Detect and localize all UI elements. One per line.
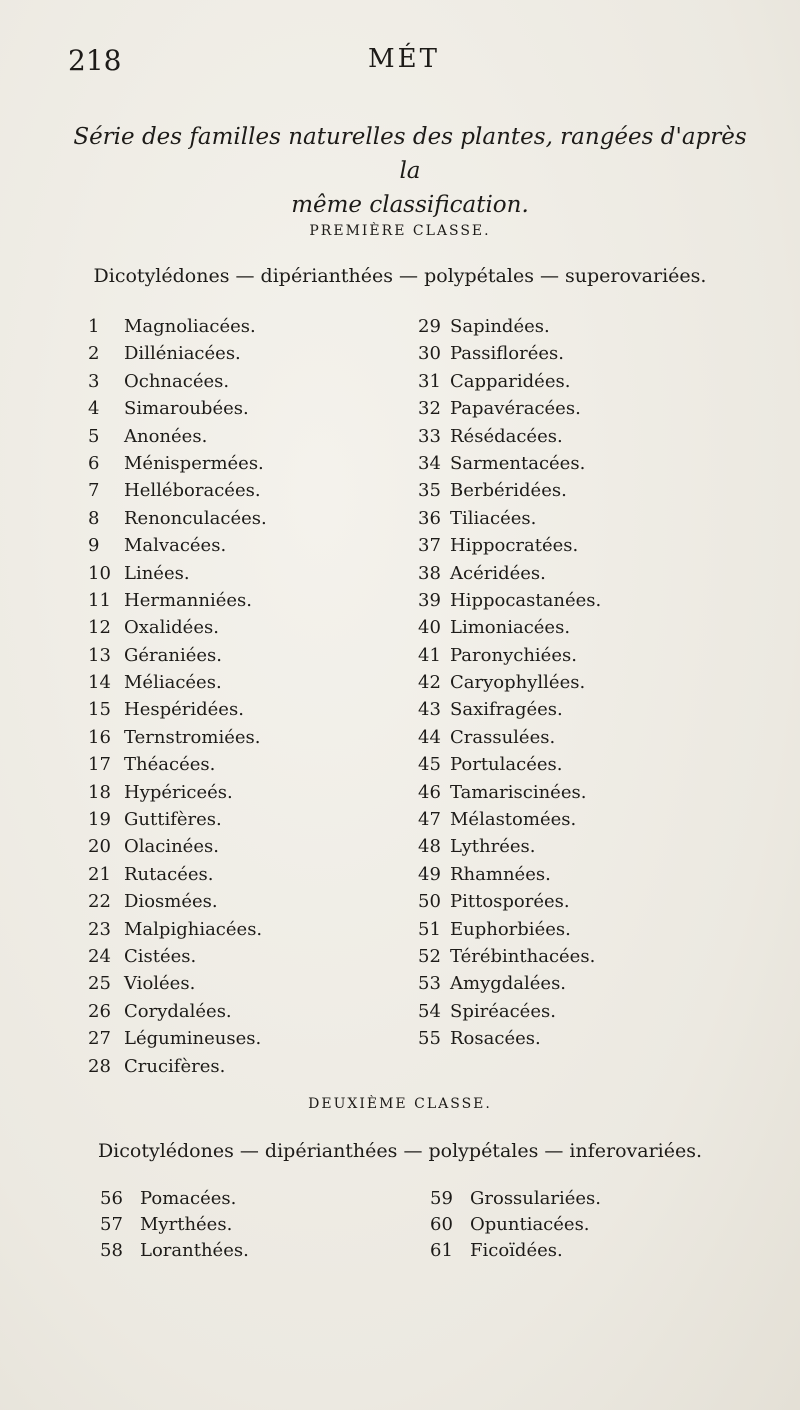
family-entry xyxy=(88,532,267,559)
family-entry xyxy=(418,614,601,641)
family-number: 24 xyxy=(88,945,111,967)
family-name: Hypériceés. xyxy=(124,781,233,803)
family-number: 42 xyxy=(418,672,441,694)
family-number: 25 xyxy=(88,973,111,995)
family-entry xyxy=(88,368,267,395)
family-number: 22 xyxy=(88,891,111,913)
family-entry xyxy=(88,477,267,504)
family-number: 48 xyxy=(418,836,441,858)
class-2-left-column xyxy=(100,1186,249,1264)
family-entry xyxy=(88,724,267,751)
family-entry xyxy=(100,1238,249,1264)
family-entry xyxy=(88,505,267,532)
family-entry xyxy=(88,943,267,970)
family-number: 30 xyxy=(418,343,441,365)
family-entry xyxy=(418,423,601,450)
family-name: Spiréacées. xyxy=(450,1000,556,1022)
page-number: 218 xyxy=(68,44,122,77)
family-number: 14 xyxy=(88,672,111,694)
family-name: Myrthées. xyxy=(140,1214,233,1235)
family-name: Ménispermées. xyxy=(124,452,264,474)
family-entry xyxy=(88,450,267,477)
family-name: Guttifères. xyxy=(124,809,222,831)
family-number: 54 xyxy=(418,1000,441,1022)
family-entry xyxy=(418,395,601,422)
family-entry xyxy=(418,751,601,778)
family-number: 58 xyxy=(100,1240,123,1261)
family-name: Tiliacées. xyxy=(450,507,537,529)
family-name: Amygdalées. xyxy=(450,973,567,995)
family-number: 13 xyxy=(88,644,111,666)
family-entry xyxy=(418,669,601,696)
class-1-left-column xyxy=(88,313,267,1080)
family-number: 59 xyxy=(430,1188,453,1209)
family-entry xyxy=(88,560,267,587)
class-2-right-column xyxy=(430,1186,601,1264)
family-name: Olacinées. xyxy=(124,836,219,858)
family-entry xyxy=(88,587,267,614)
family-number: 20 xyxy=(88,836,111,858)
family-name: Grossulariées. xyxy=(470,1188,602,1209)
family-name: Saxifragées. xyxy=(450,699,563,721)
family-name: Cistées. xyxy=(124,945,197,967)
family-number: 2 xyxy=(88,343,100,365)
class-2-subtitle: Dicotylédones — dipérianthées — polypétales — inferovariées. xyxy=(97,1140,703,1162)
family-number: 49 xyxy=(418,863,441,885)
class-1-heading: PREMIÈRE CLASSE. xyxy=(309,223,491,239)
family-entry xyxy=(418,1025,601,1052)
family-entry xyxy=(88,833,267,860)
family-entry xyxy=(88,916,267,943)
family-number: 36 xyxy=(418,507,441,529)
family-number: 51 xyxy=(418,918,441,940)
family-name: Crassulées. xyxy=(450,726,556,748)
family-name: Hermanniées. xyxy=(124,589,252,611)
family-name: Tamariscinées. xyxy=(450,781,587,803)
family-number: 33 xyxy=(418,425,441,447)
family-number: 31 xyxy=(418,370,441,392)
family-name: Berbéridées. xyxy=(450,480,567,502)
family-name: Théacées. xyxy=(124,754,216,776)
family-entry xyxy=(418,833,601,860)
family-number: 23 xyxy=(88,918,111,940)
running-head: MÉT xyxy=(368,44,440,74)
family-name: Sarmentacées. xyxy=(450,452,586,474)
family-number: 17 xyxy=(88,754,111,776)
family-name: Helléboracées. xyxy=(124,480,261,502)
family-entry xyxy=(418,970,601,997)
family-name: Euphorbiées. xyxy=(450,918,571,940)
family-name: Papavéracées. xyxy=(450,398,581,420)
family-name: Pomacées. xyxy=(140,1188,237,1209)
family-name: Ficoïdées. xyxy=(470,1240,563,1261)
family-number: 1 xyxy=(88,316,100,337)
family-name: Géraniées. xyxy=(124,644,222,666)
family-name: Loranthées. xyxy=(140,1240,249,1261)
family-name: Corydalées. xyxy=(124,1000,232,1022)
family-number: 10 xyxy=(88,562,111,584)
family-name: Résédacées. xyxy=(450,425,563,447)
family-name: Renonculacées. xyxy=(124,507,267,529)
family-name: Magnoliacées. xyxy=(124,316,256,337)
family-name: Ternstromiées. xyxy=(124,726,261,748)
family-number: 26 xyxy=(88,1000,111,1022)
family-number: 9 xyxy=(88,535,100,557)
family-entry xyxy=(418,340,601,367)
family-number: 27 xyxy=(88,1028,111,1050)
family-entry xyxy=(418,560,601,587)
family-number: 57 xyxy=(100,1214,123,1235)
family-entry xyxy=(418,368,601,395)
family-number: 32 xyxy=(418,398,441,420)
family-name: Oxalidées. xyxy=(124,617,219,639)
family-number: 4 xyxy=(88,398,100,420)
family-name: Anonées. xyxy=(124,425,208,447)
family-entry xyxy=(88,970,267,997)
family-number: 11 xyxy=(88,589,111,611)
class-1-right-column xyxy=(418,313,601,1053)
family-entry xyxy=(418,779,601,806)
family-name: Ochnacées. xyxy=(124,370,230,392)
family-entry xyxy=(418,916,601,943)
family-entry xyxy=(418,696,601,723)
family-name: Violées. xyxy=(124,973,196,995)
family-name: Térébinthacées. xyxy=(450,945,596,967)
family-entry xyxy=(88,1025,267,1052)
family-name: Rhamnées. xyxy=(450,863,551,885)
family-number: 8 xyxy=(88,507,100,529)
family-number: 46 xyxy=(418,781,441,803)
family-entry xyxy=(418,505,601,532)
family-number: 19 xyxy=(88,809,111,831)
class-1-subtitle: Dicotylédones — dipérianthées — polypétales — superovariées. xyxy=(93,265,707,287)
family-entry xyxy=(88,1053,267,1080)
family-entry xyxy=(418,861,601,888)
family-entry xyxy=(88,861,267,888)
family-name: Pittosporées. xyxy=(450,891,570,913)
family-name: Limoniacées. xyxy=(450,617,571,639)
family-name: Méliacées. xyxy=(124,672,222,694)
family-entry xyxy=(100,1186,249,1212)
family-number: 35 xyxy=(418,480,441,502)
family-name: Lythrées. xyxy=(450,836,536,858)
section-title-line-1: Série des familles naturelles des plantes, rangées d'après la xyxy=(73,124,747,184)
family-entry xyxy=(430,1212,601,1238)
family-name: Légumineuses. xyxy=(124,1028,262,1050)
family-entry xyxy=(88,642,267,669)
family-entry xyxy=(88,395,267,422)
family-name: Hippocratées. xyxy=(450,535,579,557)
family-number: 44 xyxy=(418,726,441,748)
family-number: 60 xyxy=(430,1214,453,1235)
family-number: 21 xyxy=(88,863,111,885)
family-name: Crucifères. xyxy=(124,1055,226,1077)
family-entry xyxy=(430,1238,601,1264)
family-entry xyxy=(418,587,601,614)
family-name: Simaroubées. xyxy=(124,398,249,420)
family-number: 55 xyxy=(418,1028,441,1050)
family-entry xyxy=(100,1212,249,1238)
family-name: Malvacées. xyxy=(124,535,227,557)
family-name: Acéridées. xyxy=(450,562,546,584)
family-name: Rutacées. xyxy=(124,863,214,885)
family-number: 38 xyxy=(418,562,441,584)
family-number: 52 xyxy=(418,945,441,967)
family-entry xyxy=(430,1186,601,1212)
family-entry xyxy=(88,669,267,696)
family-number: 37 xyxy=(418,535,441,557)
family-number: 16 xyxy=(88,726,111,748)
family-number: 29 xyxy=(418,316,441,337)
family-entry xyxy=(88,779,267,806)
section-title-line-2: même classification. xyxy=(291,192,529,218)
family-entry xyxy=(418,477,601,504)
family-entry xyxy=(418,998,601,1025)
family-entry xyxy=(88,696,267,723)
family-name: Mélastomées. xyxy=(450,809,577,831)
family-entry xyxy=(418,724,601,751)
family-name: Linées. xyxy=(124,562,190,584)
family-entry xyxy=(88,614,267,641)
family-name: Dilléniacées. xyxy=(124,343,241,365)
family-number: 12 xyxy=(88,617,111,639)
family-name: Caryophyllées. xyxy=(450,672,586,694)
family-entry xyxy=(418,943,601,970)
family-number: 5 xyxy=(88,425,100,447)
family-entry xyxy=(88,340,267,367)
class-2-heading: DEUXIÈME CLASSE. xyxy=(308,1096,492,1112)
family-name: Hippocastanées. xyxy=(450,589,602,611)
family-number: 6 xyxy=(88,452,100,474)
family-number: 43 xyxy=(418,699,441,721)
family-name: Hespéridées. xyxy=(124,699,244,721)
family-number: 39 xyxy=(418,589,441,611)
family-name: Rosacées. xyxy=(450,1028,541,1050)
family-name: Portulacées. xyxy=(450,754,563,776)
family-number: 15 xyxy=(88,699,111,721)
family-entry xyxy=(88,888,267,915)
family-number: 3 xyxy=(88,370,100,392)
family-name: Opuntiacées. xyxy=(470,1214,590,1235)
family-name: Sapindées. xyxy=(450,316,550,337)
family-entry xyxy=(418,806,601,833)
family-entry xyxy=(418,888,601,915)
family-number: 18 xyxy=(88,781,111,803)
section-title xyxy=(60,120,760,222)
family-number: 34 xyxy=(418,452,441,474)
family-name: Diosmées. xyxy=(124,891,218,913)
family-number: 53 xyxy=(418,973,441,995)
family-name: Capparidées. xyxy=(450,370,571,392)
family-number: 47 xyxy=(418,809,441,831)
family-number: 7 xyxy=(88,480,100,502)
family-number: 50 xyxy=(418,891,441,913)
family-entry xyxy=(88,751,267,778)
family-number: 41 xyxy=(418,644,441,666)
family-entry xyxy=(88,998,267,1025)
family-number: 56 xyxy=(100,1188,123,1209)
family-name: Malpighiacées. xyxy=(124,918,263,940)
family-number: 61 xyxy=(430,1240,453,1261)
page-header xyxy=(68,44,740,84)
family-number: 45 xyxy=(418,754,441,776)
family-entry xyxy=(418,642,601,669)
family-name: Passiflorées. xyxy=(450,343,564,365)
family-number: 28 xyxy=(88,1055,111,1077)
family-entry xyxy=(418,313,601,340)
family-entry xyxy=(418,450,601,477)
family-entry xyxy=(88,806,267,833)
family-name: Paronychiées. xyxy=(450,644,577,666)
family-entry xyxy=(88,423,267,450)
family-number: 40 xyxy=(418,617,441,639)
family-entry xyxy=(88,313,267,340)
family-entry xyxy=(418,532,601,559)
